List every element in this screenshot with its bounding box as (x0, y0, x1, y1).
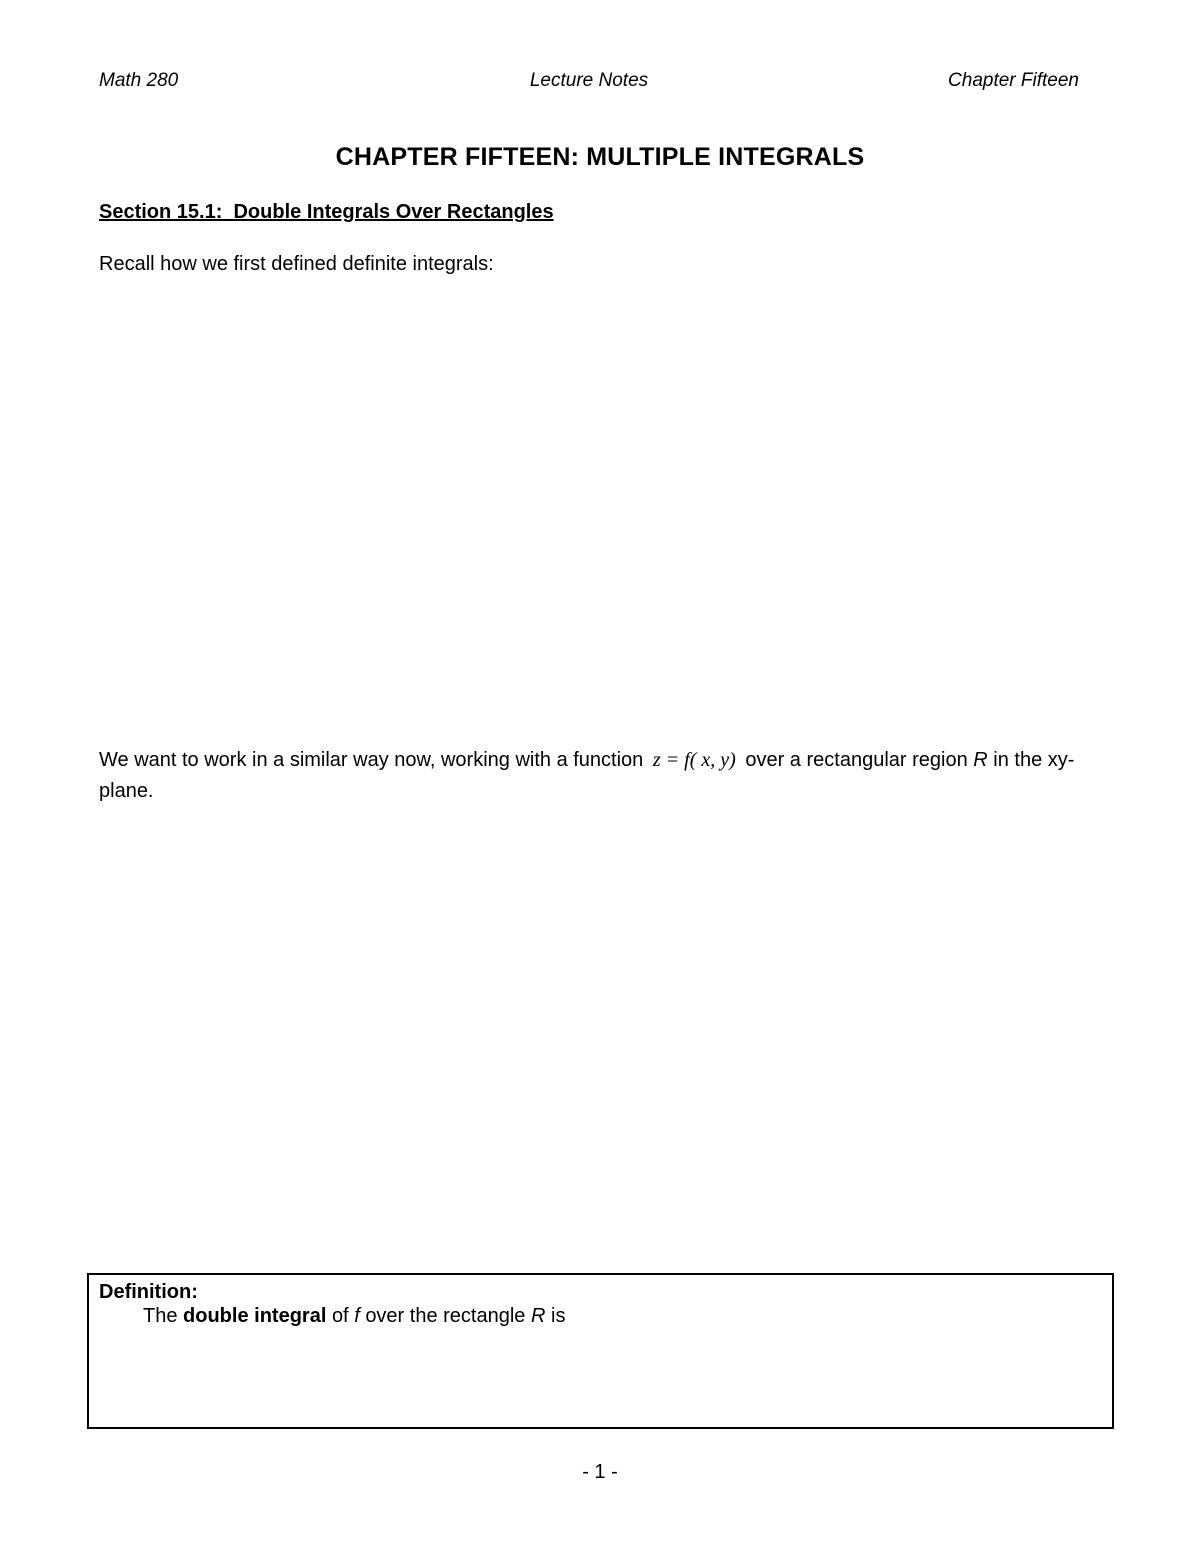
page-header (99, 70, 1079, 96)
definition-text: is (551, 1305, 566, 1327)
section-heading: Section 15.1: Double Integrals Over Rectangles (99, 201, 554, 223)
paragraph-text-after: over a rectangular region (745, 749, 968, 771)
region-variable: R (973, 749, 988, 771)
header-chapter: Chapter Fifteen (948, 70, 1079, 91)
chapter-title: CHAPTER FIFTEEN: MULTIPLE INTEGRALS (335, 143, 865, 171)
rectangle-variable: R (530, 1305, 546, 1327)
definition-box (87, 1273, 1114, 1429)
paragraph-text-before: We want to work in a similar way now, working with a function (99, 749, 644, 771)
paragraph-text-tail: in the xy-plane. (99, 749, 1075, 802)
header-course: Math 280 (99, 70, 179, 91)
function-formula: z = f( x, y) (652, 749, 736, 771)
function-variable: f (354, 1305, 360, 1327)
recall-paragraph: Recall how we first defined definite integrals: (99, 253, 494, 275)
definition-text: over the rectangle (365, 1305, 526, 1327)
definition-body (143, 1305, 565, 1328)
definition-text: The (143, 1305, 178, 1327)
header-doc-type: Lecture Notes (529, 70, 649, 91)
function-paragraph (99, 745, 1089, 807)
definition-text: of (331, 1305, 349, 1327)
page-number: - 1 - (582, 1461, 618, 1483)
definition-term: double integral (183, 1305, 327, 1327)
definition-heading: Definition: (99, 1281, 198, 1303)
